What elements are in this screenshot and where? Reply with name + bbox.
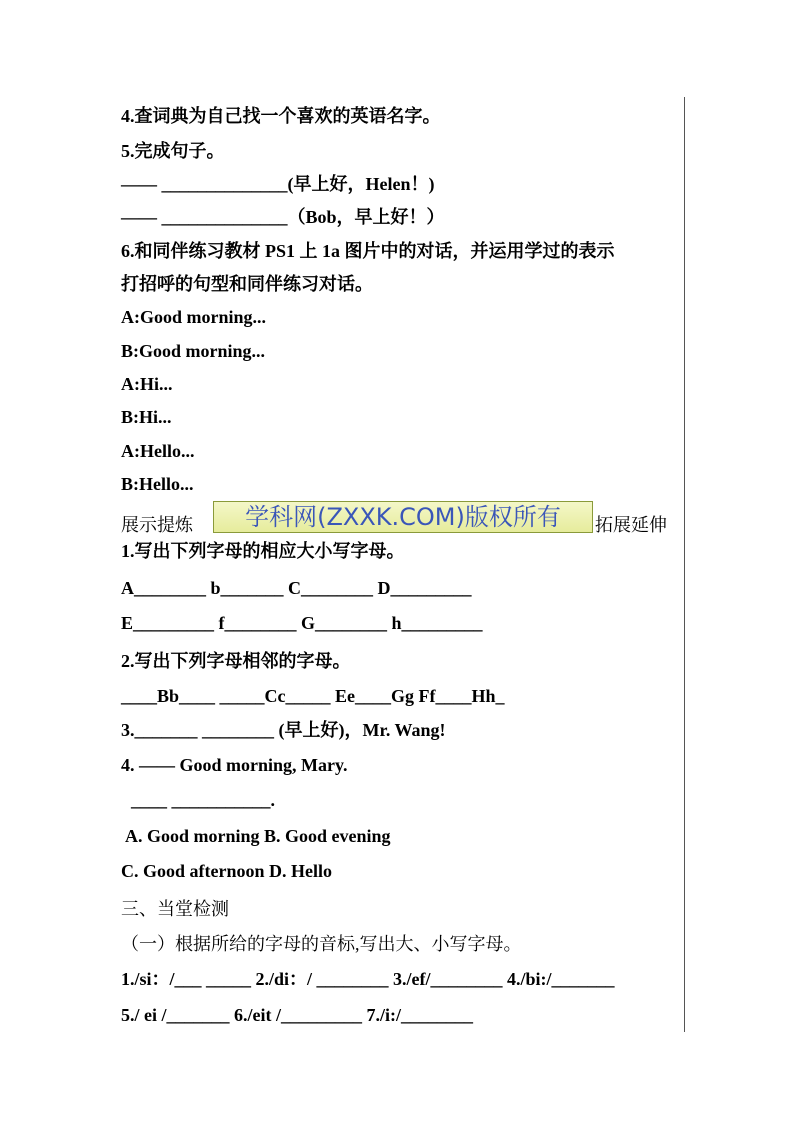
watermark: 学科网(ZXXK.COM)版权所有 (213, 501, 593, 533)
section-heading-extension: 拓展延伸 (595, 515, 667, 535)
exercise-4-options-2: C. Good afternoon D. Hello (121, 861, 332, 881)
exercise-1-heading: 1.写出下列字母的相应大小写字母。 (121, 541, 405, 561)
exercise-4-answer-blank: ____ ___________. (131, 790, 275, 810)
exercise-1-row-1: A________ b_______ C________ D_________ (121, 578, 472, 598)
task-5-sentence-1: —— ______________(早上好，Helen！) (121, 174, 435, 194)
task-4-dictionary: 4.查词典为自己找一个喜欢的英语名字。 (121, 106, 441, 126)
exercise-3: 3._______ ________ (早上好)，Mr. Wang! (121, 720, 446, 740)
right-border-line (684, 97, 685, 1032)
exercise-1-row-2: E_________ f________ G________ h_________ (121, 613, 483, 633)
section-3-subheading: （一）根据所给的字母的音标,写出大、小写字母。 (121, 934, 522, 954)
exercise-2-heading: 2.写出下列字母相邻的字母。 (121, 651, 351, 671)
dialogue-line: B:Hi... (121, 407, 172, 427)
dialogue-line: B:Hello... (121, 474, 194, 494)
exercise-2-row: ____Bb____ _____Cc_____ Ee____Gg Ff____Hh_ (121, 686, 505, 706)
section-3-heading: 三、当堂检测 (121, 899, 229, 919)
task-6-line-1: 6.和同伴练习教材 PS1 上 1a 图片中的对话，并运用学过的表示 (121, 241, 615, 261)
task-6-line-2: 打招呼的句型和同伴练习对话。 (121, 274, 373, 294)
task-5-sentence-2: —— ______________（Bob，早上好！） (121, 207, 445, 227)
section-heading-display: 展示提炼 (121, 515, 193, 535)
dialogue-line: B:Good morning... (121, 341, 266, 361)
dialogue-line: A:Hello... (121, 441, 195, 461)
dialogue-line: A:Hi... (121, 374, 173, 394)
task-5-heading: 5.完成句子。 (121, 141, 225, 161)
dialogue-line: A:Good morning... (121, 307, 267, 327)
exercise-4-options-1: A. Good morning B. Good evening (125, 826, 391, 846)
phonetic-row-1: 1./si：/___ _____ 2./di：/ ________ 3./ef/________ 4./bi:/_______ (121, 969, 615, 989)
exercise-4-prompt: 4. —— Good morning, Mary. (121, 755, 348, 775)
phonetic-row-2: 5./ ei /_______ 6./eit /_________ 7./i:/________ (121, 1005, 473, 1025)
